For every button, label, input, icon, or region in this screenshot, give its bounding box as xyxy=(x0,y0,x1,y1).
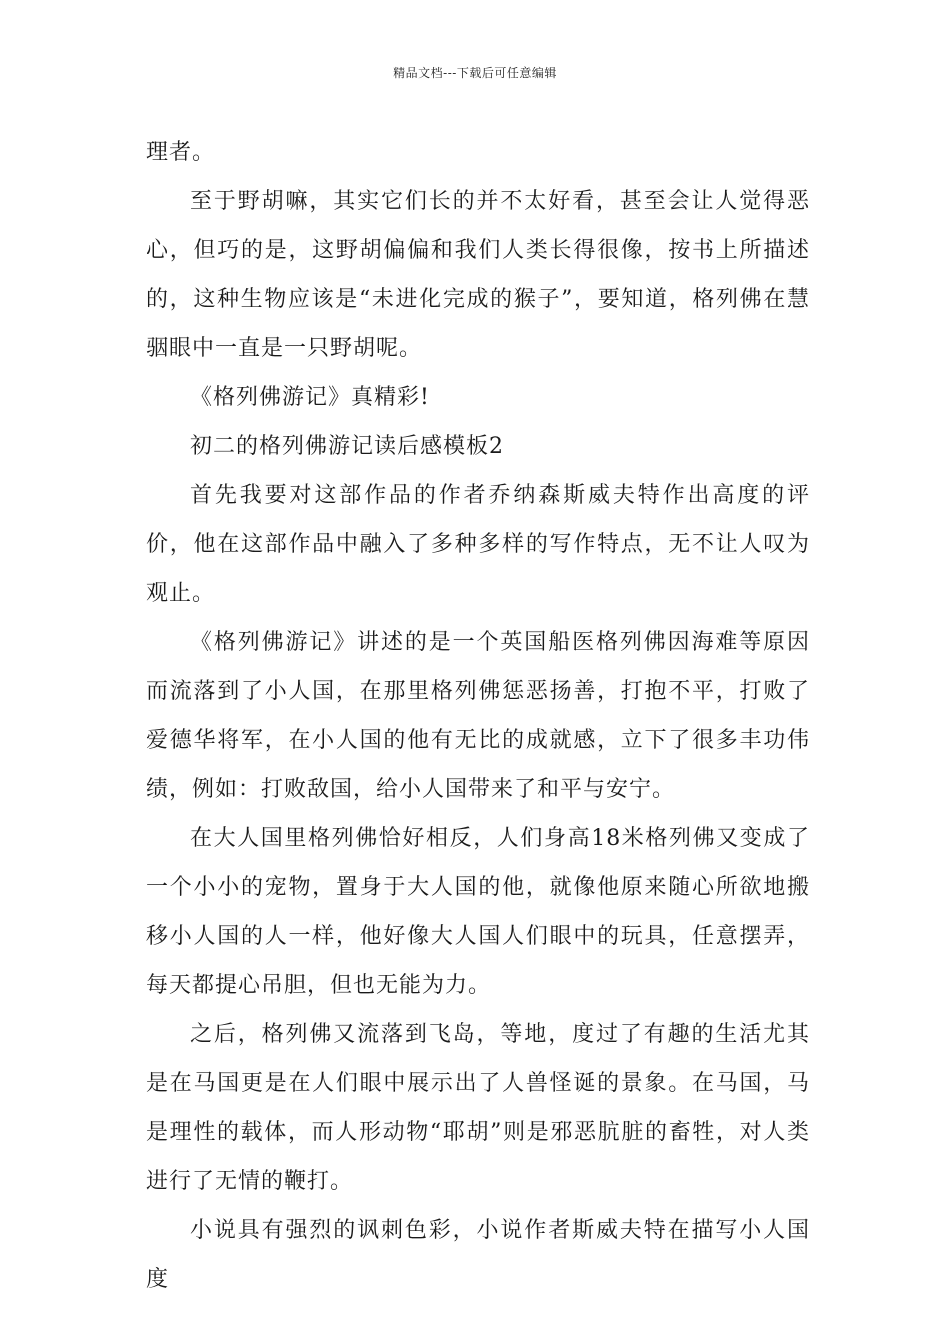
paragraph-3: 《格列佛游记》真精彩! xyxy=(190,385,430,410)
paragraph-6: 《格列佛游记》讲述的是一个英国船医格列佛因海难等原因而流落到了小人国，在那里格列佛惩恶扬善，打抱不平，打败了爱德华将军，在小人国的他有无比的成就感，立下了很多丰功伟绩，例如：打败敌国，给小人国带来了和平与安宁。 xyxy=(146,630,810,802)
paragraph-2: 至于野胡嘛，其实它们长的并不太好看，甚至会让人觉得恶心，但巧的是，这野胡偏偏和我们人类长得很像，按书上所描述的，这种生物应该是“未进化完成的猴子”，要知道，格列佛在慧骃眼中一直是一只野胡呢。 xyxy=(146,189,810,361)
document-body xyxy=(146,128,810,1304)
paragraph-7: 在大人国里格列佛恰好相反，人们身高18米格列佛又变成了一个小小的宠物，置身于大人国的他，就像他原来随心所欲地搬移小人国的人一样，他好像大人国人们眼中的玩具，任意摆弄，每天都提心吊胆，但也无能为力。 xyxy=(146,826,810,998)
paragraph-5: 首先我要对这部作品的作者乔纳森斯威夫特作出高度的评价，他在这部作品中融入了多种多样的写作特点，无不让人叹为观止。 xyxy=(146,483,810,606)
section-heading: 初二的格列佛游记读后感模板2 xyxy=(190,434,504,459)
paragraph-1: 理者。 xyxy=(146,140,216,165)
paragraph-9: 小说具有强烈的讽刺色彩，小说作者斯威夫特在描写小人国度 xyxy=(146,1218,810,1292)
page-header: 精品文档---下载后可任意编辑 xyxy=(393,66,557,80)
paragraph-8: 之后，格列佛又流落到飞岛，等地，度过了有趣的生活尤其是在马国更是在人们眼中展示出了人兽怪诞的景象。在马国，马是理性的载体，而人形动物“耶胡”则是邪恶肮脏的畜牲，对人类进行了无情的鞭打。 xyxy=(146,1022,810,1194)
